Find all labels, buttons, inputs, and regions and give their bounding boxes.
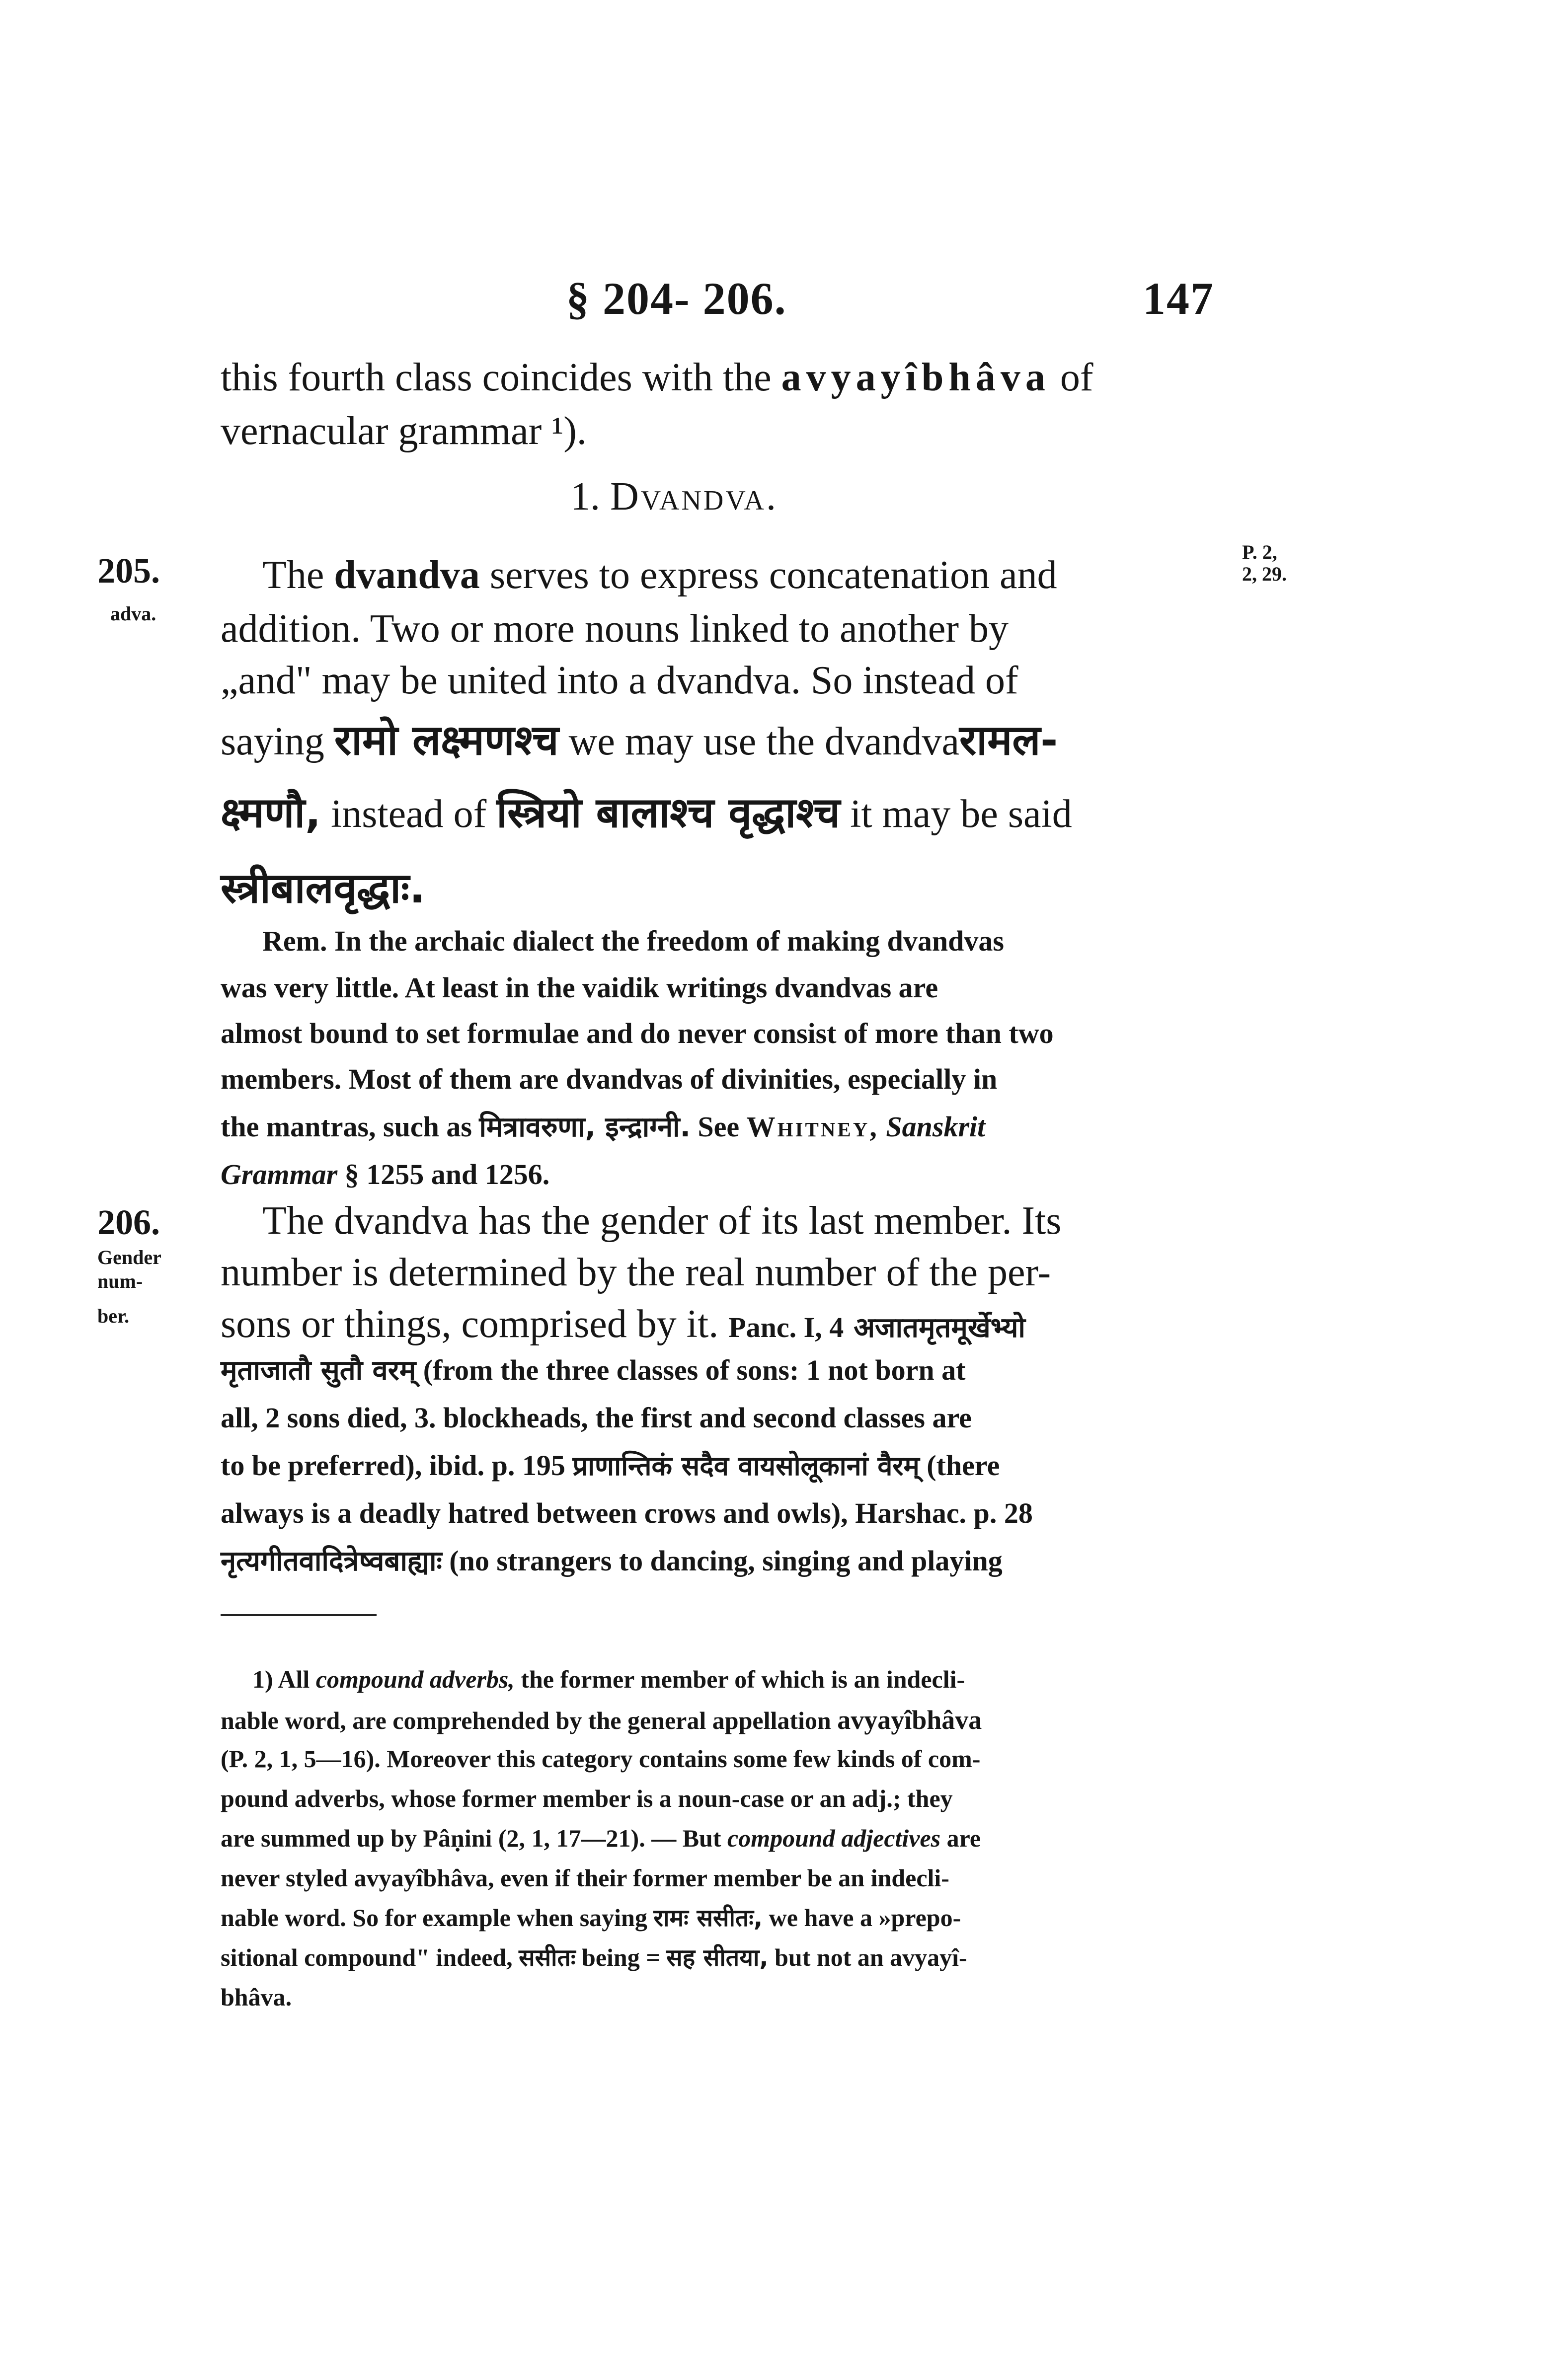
s205-text-the: The [262,553,324,597]
remark-line-5 [221,1113,985,1141]
s205-term-dvandva: dvandva [334,553,480,597]
s206-text-preferred: to be preferred), ibid. p. 195 [221,1449,565,1482]
footnote-line-7 [221,1905,961,1930]
remark-devanagari: मित्रावरुणा, इन्द्राग्नी. [479,1111,691,1143]
section-heading [570,477,778,517]
footnote-line-1 [252,1667,965,1692]
footnote-text-8b: being = [582,1943,660,1971]
s206-text-comprised: sons or things, comprised by it. [221,1302,719,1346]
margin-number-206: 206. [97,1202,160,1242]
s206-line-3 [221,1304,1025,1344]
footnote-line-3: (P. 2, 1, 5—16). Moreover this category contains some few kinds of com- [221,1745,981,1773]
page-number: 147 [1143,273,1214,324]
s206-text-strangers: (no strangers to dancing, singing and playing [449,1545,1003,1577]
s206-line-5: all, 2 sons died, 3. blockheads, the first and second classes are [221,1402,972,1434]
s205-devanagari-2: रामल- [959,716,1058,764]
s206-line-2: number is determined by the real number of the per- [221,1251,1051,1294]
section-heading-number: 1. [570,475,600,519]
margin-label-ber: ber. [97,1305,130,1327]
footnote-devanagari-2: ससीतः [519,1944,576,1972]
s206-text-three-classes: (from the three classes of sons: 1 not born at [423,1354,966,1386]
s206-line-8 [221,1547,1003,1575]
s205-line-2: addition. Two or more nouns linked to another by [221,607,1009,651]
remark-line-3: almost bound to set formulae and do never consist of more than two [221,1017,1054,1049]
margin-label-num: num- [97,1270,143,1292]
margin-label-dvandva: adva. [110,602,156,625]
margin-number-205: 205. [97,551,160,591]
remark-line-6 [221,1160,549,1189]
intro-line-2: vernacular grammar ¹). [221,409,587,453]
footnote-rule [221,1614,377,1616]
footnote-line-6: never styled avyayîbhâva, even if their former member be an indecli- [221,1864,949,1892]
footnote-line-5 [221,1826,981,1851]
remark-section-refs: § 1255 and 1256. [344,1158,550,1190]
remark-text-mantras: the mantras, such as [221,1111,472,1143]
s206-ref-panc: Panc. I, 4 [728,1311,844,1343]
s206-devanagari-2: मृताजातौ सुतौ वरम् [221,1354,416,1387]
s205-line-3: „and" may be united into a dvandva. So instead of [221,659,1018,702]
remark-text-see: See [698,1111,740,1143]
footnote-text-8a: sitional compound" indeed, [221,1943,513,1971]
s205-line-4 [221,716,1058,764]
remark-line-1: Rem. In the archaic dialect the freedom of making dvandvas [262,925,1004,957]
remark-line-4: members. Most of them are dvandvas of divinities, especially in [221,1063,998,1095]
s206-text-there: (there [927,1449,1000,1482]
remark-book-title-1: Sanskrit [886,1111,986,1143]
intro-text-b: of [1060,356,1093,399]
section-heading-title: Dvandva. [610,475,778,519]
footnote-devanagari-1: रामः ससीतः, [653,1904,763,1932]
margin-label-gender: Gender [97,1246,161,1268]
remark-line-2: was very little. At least in the vaidik writings dvandvas are [221,971,938,1004]
s206-devanagari-3: प्राणान्तिकं सदैव वायसोलूकानां वैरम् [572,1450,920,1482]
intro-line-1 [221,358,1093,397]
footnote-text-5a: are summed up by Pâṇini (2, 1, 17—21). — But [221,1824,721,1852]
s206-line-1: The dvandva has the gender of its last member. Its [262,1199,1062,1243]
footnote-text-1: the former member of which is an indecli- [521,1665,965,1693]
footnote-line-4: pound adverbs, whose former member is a noun-case or an adj.; they [221,1785,953,1812]
footnote-text-5b: are [946,1824,981,1852]
s205-text-saying: saying [221,720,324,763]
footnote-line-2 [221,1707,982,1733]
remark-book-title-2: Grammar [221,1158,338,1190]
footnote-term-avyayibhava: avyayîbhâva [837,1705,982,1735]
s205-text-said: it may be said [850,792,1072,836]
footnote-text-7a: nable word. So for example when saying [221,1904,647,1932]
footnote-line-8 [221,1945,967,1970]
footnote-text-7b: we have a »prepo- [769,1904,961,1932]
s206-line-6 [221,1451,1000,1480]
s206-devanagari-4: नृत्यगीतवादित्रेष्वबाह्याः [221,1545,442,1577]
s205-text-instead: instead of [331,792,487,836]
running-header-sections: § 204- 206. [566,273,787,324]
footnote-text-2: nable word, are comprehended by the general appellation [221,1707,831,1734]
s206-line-7: always is a deadly hatred between crows and owls), Harshac. p. 28 [221,1497,1033,1529]
footnote-marker: 1) All [252,1665,310,1693]
footnote-compound-adverbs: compound adverbs, [315,1665,515,1693]
s205-devanagari-1: रामो लक्ष्मणश्च [334,716,559,764]
s205-line-6-devanagari: स्त्रीबालवृद्धाः. [221,864,425,912]
footnote-devanagari-3: सह सीतया, [666,1944,769,1972]
s205-line-1 [262,555,1057,595]
intro-text-a: this fourth class coincides with the [221,356,772,399]
s205-text-dvandva-use: we may use the dvandva [568,720,959,763]
s205-devanagari-4: स्त्रियो बालाश्च वृद्धाश्च [496,788,841,837]
s205-text-rest: serves to express concatenation and [489,553,1057,597]
side-reference-panini: P. 2, 2, 29. [1242,541,1287,585]
s205-devanagari-3: क्ष्मणौ, [221,788,321,837]
footnote-text-8c: but not an avyayî- [775,1943,967,1971]
s205-line-5 [221,788,1072,837]
remark-author: Whitney, [746,1111,879,1143]
footnote-line-9: bhâva. [221,1983,292,2011]
s206-line-4 [221,1356,965,1385]
intro-term-avyayibhava: avyayîbhâva [781,356,1050,399]
footnote-compound-adjectives: compound adjectives [727,1824,941,1852]
s206-devanagari-1: अजातमृतमूर्खेभ्यो [854,1312,1025,1344]
